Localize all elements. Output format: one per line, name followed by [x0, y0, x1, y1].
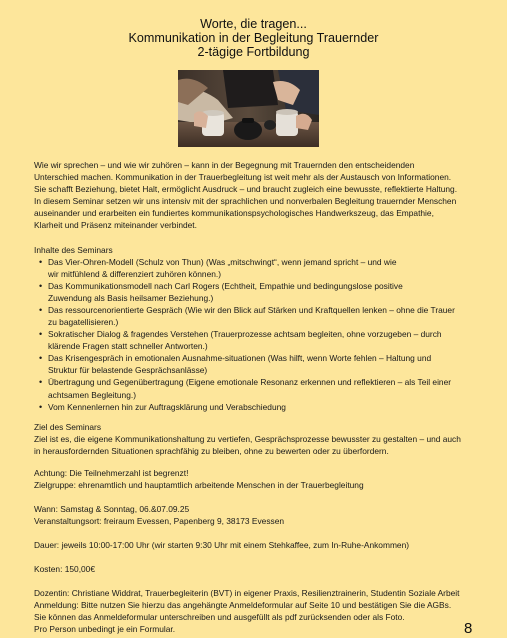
- list-item: • Sokratischer Dialog & fragendes Verstehen (Trauerprozesse achtsam begleiten, ohne vorzugeben – durch klärende Fragen statt schneller Antworten.): [34, 328, 486, 352]
- header-photo: [178, 70, 319, 147]
- venue-line: Veranstaltungsort: freiraum Evessen, Papenberg 9, 38173 Evessen: [34, 516, 285, 526]
- zielgruppe-line: Zielgruppe: ehrenamtlich und hauptamtlich arbeitende Menschen in der Trauerbegleitung: [34, 480, 364, 490]
- title-line-1: Worte, die tragen...: [200, 17, 307, 31]
- list-item: • Übertragung und Gegenübertragung (Eigene emotionale Resonanz erkennen und reflektieren – als Teil einer achtsamen Begleitung.): [34, 376, 486, 400]
- photo-people-with-cups-icon: [178, 70, 319, 147]
- registration-line-3: Pro Person unbedingt je ein Formular.: [34, 624, 176, 634]
- list-item: • Das ressourcenorientierte Gespräch (Wie wir den Blick auf Stärken und Kraftquellen lenken – ohne die Trauer zu bagatellisieren.): [34, 304, 486, 328]
- title-line-2: Kommunikation in der Begleitung Trauernder: [128, 31, 379, 45]
- instructor-line: Dozentin: Christiane Widdrat, Trauerbegleiterin (BVT) in eigener Praxis, Resilienztrainerin, Studentin Soziale Arbeit: [34, 588, 460, 598]
- duration-line: Dauer: jeweils 10:00-17:00 Uhr (wir starten 9:30 Uhr mit einem Stehkaffee, zum In-Ruhe-Ankommen): [34, 540, 410, 550]
- list-item: • Das Krisengespräch in emotionalen Ausnahme-situationen (Was hilft, wenn Worte fehlen – Haltung und Struktur für belastende Gesprächsanlässe): [34, 352, 486, 376]
- registration-line: Anmeldung: Bitte nutzen Sie hierzu das angehängte Anmeldeformular auf Seite 10 und bestätigen Sie die AGBs.: [34, 600, 452, 610]
- list-item: • Vom Kennenlernen hin zur Auftragsklärung und Verabschiedung: [34, 401, 486, 413]
- list-item: • Das Vier-Ohren-Modell (Schulz von Thun) (Was „mitschwingt“, wenn jemand spricht – und wie wir mitfühlend & differenziert zuhören können.): [34, 256, 486, 280]
- title-line-3: 2-tägige Fortbildung: [197, 45, 310, 59]
- intro-paragraph: Wie wir sprechen – und wie wir zuhören – kann in der Begegnung mit Trauernden den entscheidenden Unterschied machen. Kommunikation in der Trauerbegleitung ist weit mehr als der Austausch von Informationen. Sie schafft Beziehung, bietet Halt, ermöglicht Ausdruck – und braucht zugleich eine bewusste, reflektierte Haltung. In diesem Seminar setzen wir uns intensiv mit der sprachlichen und nonverbalen Begleitung trauernder Menschen auseinander und erarbeiten ein fundiertes kommunikationspsychologisches Handwerkszeug, das Empathie, Klarheit und Präsenz miteinander verbindet.: [34, 160, 458, 231]
- ziel-paragraph: Ziel ist es, die eigene Kommunikationshaltung zu vertiefen, Gesprächsprozesse bewusster zu gestalten – und auch in herausfordernden Situationen sprachfähig zu bleiben, ohne zu bewerten oder zu überfordern.: [34, 434, 461, 457]
- achtung-note: Achtung: Die Teilnehmerzahl ist begrenzt!: [34, 468, 189, 478]
- cost-line: Kosten: 150,00€: [34, 564, 96, 574]
- inhalte-heading: Inhalte des Seminars: [34, 245, 113, 255]
- inhalte-list: [34, 256, 486, 413]
- list-item: • Das Kommunikationsmodell nach Carl Rogers (Echtheit, Empathie und bedingungslose positive Zuwendung als Basis heilsamer Beziehung.): [34, 280, 486, 304]
- page-number: 8: [464, 620, 473, 637]
- registration-line-2: Sie können das Anmeldeformular unterschreiben und ausgefüllt als pdf zurücksenden oder als Foto.: [34, 612, 405, 622]
- date-line: Wann: Samstag & Sonntag, 06.&07.09.25: [34, 504, 190, 514]
- ziel-heading: Ziel des Seminars: [34, 422, 102, 432]
